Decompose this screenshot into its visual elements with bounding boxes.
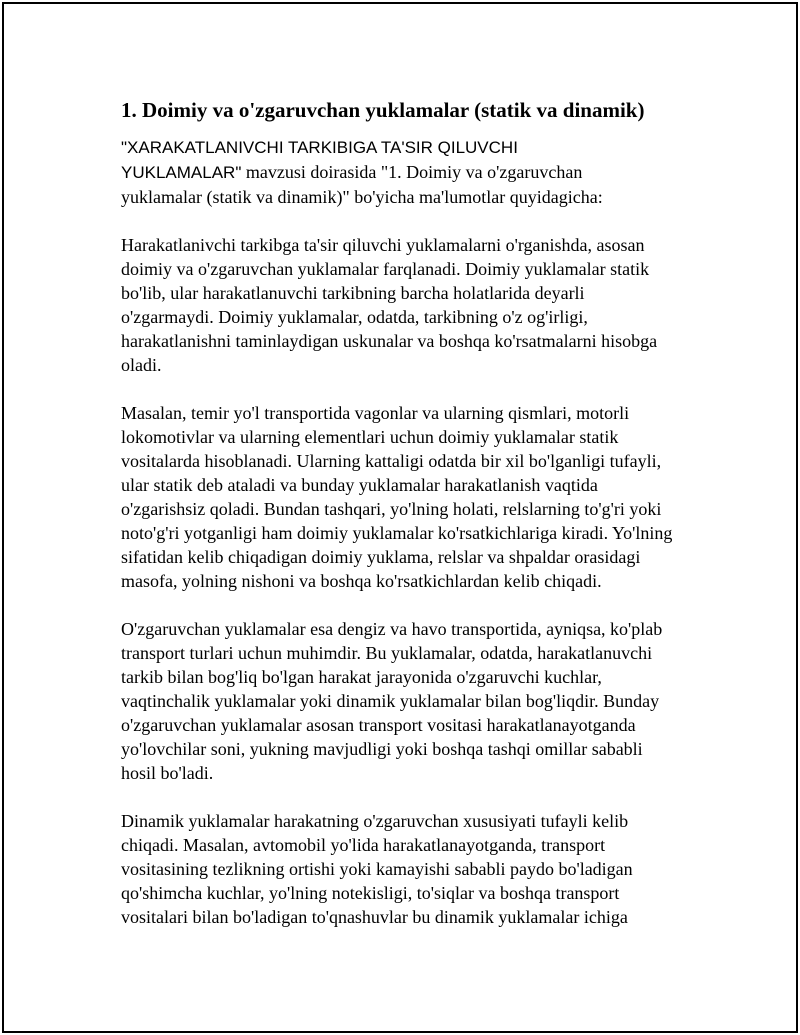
paragraph-line: chiqadi. Masalan, avtomobil yo'lida harakatlanayotganda, transport	[121, 835, 606, 855]
paragraph-line: Harakatlanivchi tarkibga ta'sir qiluvchi yuklamalarni o'rganishda, asosan	[121, 235, 645, 255]
paragraph-line: masofa, yolning nishoni va boshqa ko'rsatkichlardan kelib chiqadi.	[121, 571, 602, 591]
paragraph-line: yo'lovchilar soni, yukning mavjudligi yoki boshqa tashqi omillar sababli	[121, 739, 643, 759]
paragraph-line: O'zgaruvchan yuklamalar esa dengiz va havo transportida, ayniqsa, ko'plab	[121, 619, 663, 639]
intro-paragraph	[121, 136, 681, 209]
paragraph	[121, 233, 681, 377]
document-body	[121, 96, 681, 953]
intro-line-fragment: YUKLAMALAR"	[121, 163, 242, 182]
paragraph-line: qo'shimcha kuchlar, yo'lning notekisligi, to'siqlar va boshqa transport	[121, 883, 620, 903]
paragraph-line: o'zgarishsiz qoladi. Bundan tashqari, yo'lning holati, relslarning to'g'ri yoki	[121, 499, 662, 519]
intro-line: "XARAKATLANIVCHI TARKIBIGA TA'SIR QILUVCHI	[121, 138, 518, 157]
paragraph-line: bo'lib, ular harakatlanuvchi tarkibning barcha holatlarida deyarli	[121, 283, 585, 303]
intro-line-fragment: mavzusi doirasida "1. Doimiy va o'zgaruvchan	[241, 162, 583, 182]
paragraph-line: lokomotivlar va ularning elementlari uchun doimiy yuklamalar statik	[121, 427, 619, 447]
intro-line-mixed	[121, 160, 681, 185]
page-title: 1. Doimiy va o'zgaruvchan yuklamalar (statik va dinamik)	[121, 98, 645, 122]
paragraph-line: transport turlari uchun muhimdir. Bu yuklamalar, odatda, harakatlanuvchi	[121, 643, 653, 663]
paragraph-line: Masalan, temir yo'l transportida vagonlar va ularning qismlari, motorli	[121, 403, 630, 423]
paragraph-line: o'zgarmaydi. Doimiy yuklamalar, odatda, tarkibning o'z og'irligi,	[121, 307, 588, 327]
page-frame	[2, 2, 798, 1033]
paragraph-line: hosil bo'ladi.	[121, 763, 214, 783]
paragraph-line: ular statik deb ataladi va bunday yuklamalar harakatlanish vaqtida	[121, 475, 598, 495]
paragraph-line: harakatlanishni taminlaydigan uskunalar va boshqa ko'rsatmalarni hisobga	[121, 331, 658, 351]
paragraph-line: Dinamik yuklamalar harakatning o'zgaruvchan xususiyati tufayli kelib	[121, 811, 629, 831]
intro-line: yuklamalar (statik va dinamik)" bo'yicha ma'lumotlar quyidagicha:	[121, 187, 603, 207]
paragraph	[121, 401, 681, 593]
paragraph-line: o'zgaruvchan yuklamalar asosan transport vositasi harakatlanayotganda	[121, 715, 636, 735]
paragraph-line: vositalarda hisoblanadi. Ularning kattaligi odatda bir xil bo'lganligi tufayli,	[121, 451, 662, 471]
paragraph	[121, 809, 681, 929]
paragraph-line: vaqtinchalik yuklamalar yoki dinamik yuklamalar bilan bog'liqdir. Bunday	[121, 691, 660, 711]
paragraph-line: doimiy va o'zgaruvchan yuklamalar farqlanadi. Doimiy yuklamalar statik	[121, 259, 650, 279]
paragraph-line: tarkib bilan bog'liq bo'lgan harakat jarayonida o'zgaruvchi kuchlar,	[121, 667, 602, 687]
paragraph-line: vositasining tezlikning ortishi yoki kamayishi sababli paydo bo'ladigan	[121, 859, 633, 879]
paragraph-line: sifatidan kelib chiqadigan doimiy yuklama, relslar va shpaldar orasidagi	[121, 547, 641, 567]
paragraph	[121, 617, 681, 785]
paragraph-line: vositalari bilan bo'ladigan to'qnashuvlar bu dinamik yuklamalar ichiga	[121, 907, 628, 927]
paragraph-line: oladi.	[121, 355, 162, 375]
paragraph-line: noto'g'ri yotganligi ham doimiy yuklamalar ko'rsatkichlariga kiradi. Yo'lning	[121, 523, 673, 543]
